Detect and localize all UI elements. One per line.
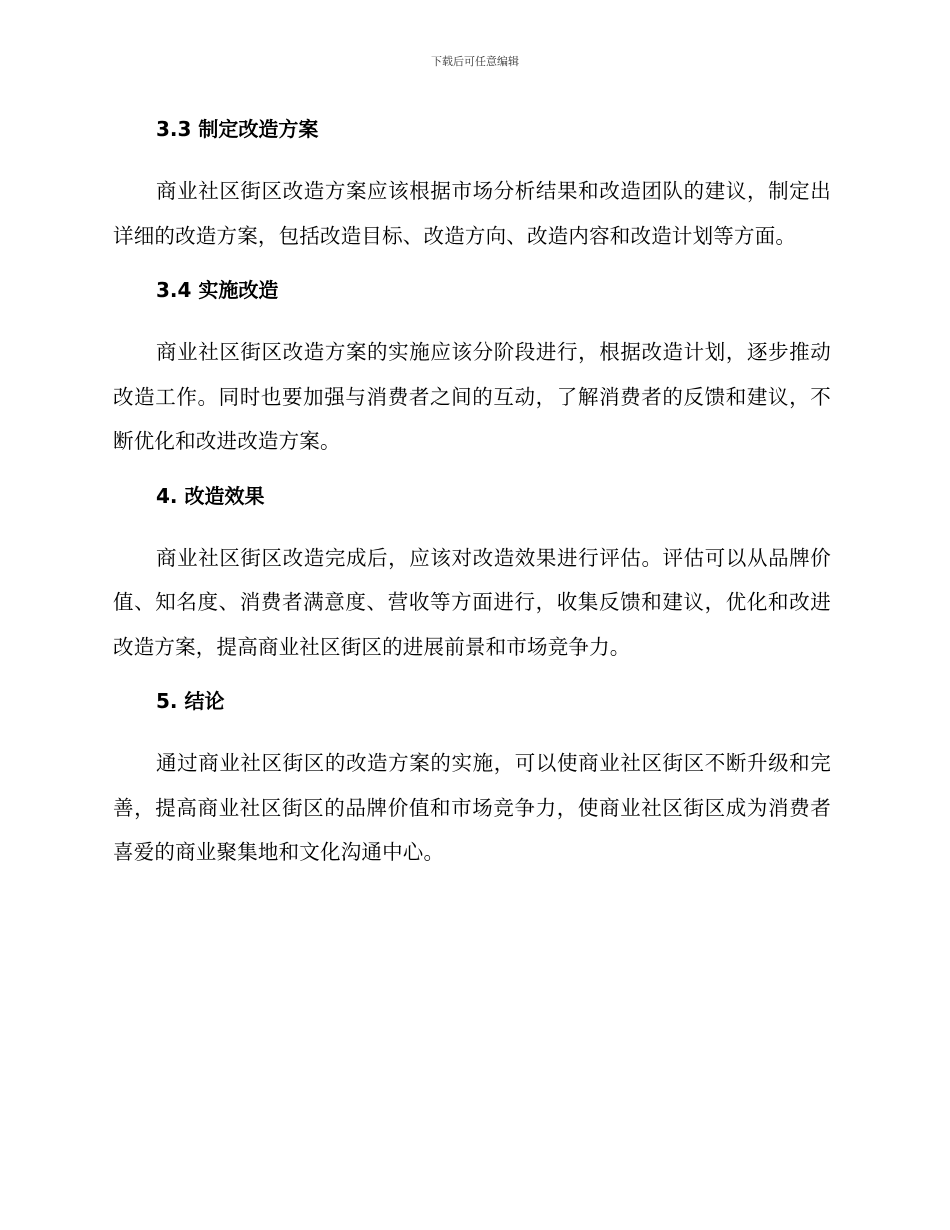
- section-heading-5: 5. 结论: [156, 689, 225, 713]
- section-paragraph-4: 商业社区街区改造完成后，应该对改造效果进行评估。评估可以从品牌价值、知名度、消费者满意度、营收等方面进行，收集反馈和建议，优化和改进改造方案，提高商业社区街区的进展前景和市场竞争力。: [113, 545, 831, 659]
- section-paragraph-3-4: 商业社区街区改造方案的实施应该分阶段进行，根据改造计划，逐步推动改造工作。同时也要加强与消费者之间的互动，了解消费者的反馈和建议，不断优化和改进改造方案。: [113, 340, 831, 453]
- section-heading-3-4: 3.4 实施改造: [156, 278, 279, 302]
- section-paragraph-3-3: 商业社区街区改造方案应该根据市场分析结果和改造团队的建议，制定出详细的改造方案，包括改造目标、改造方向、改造内容和改造计划等方面。: [113, 179, 831, 248]
- section-heading-4: 4. 改造效果: [156, 483, 265, 508]
- page-header: 下载后可任意编辑: [431, 55, 519, 68]
- document-body: [113, 111, 831, 875]
- section-paragraph-5: 通过商业社区街区的改造方案的实施，可以使商业社区街区不断升级和完善，提高商业社区街区的品牌价值和市场竞争力，使商业社区街区成为消费者喜爱的商业聚集地和文化沟通中心。: [113, 751, 831, 864]
- section-heading-3-3: 3.3 制定改造方案: [156, 117, 319, 141]
